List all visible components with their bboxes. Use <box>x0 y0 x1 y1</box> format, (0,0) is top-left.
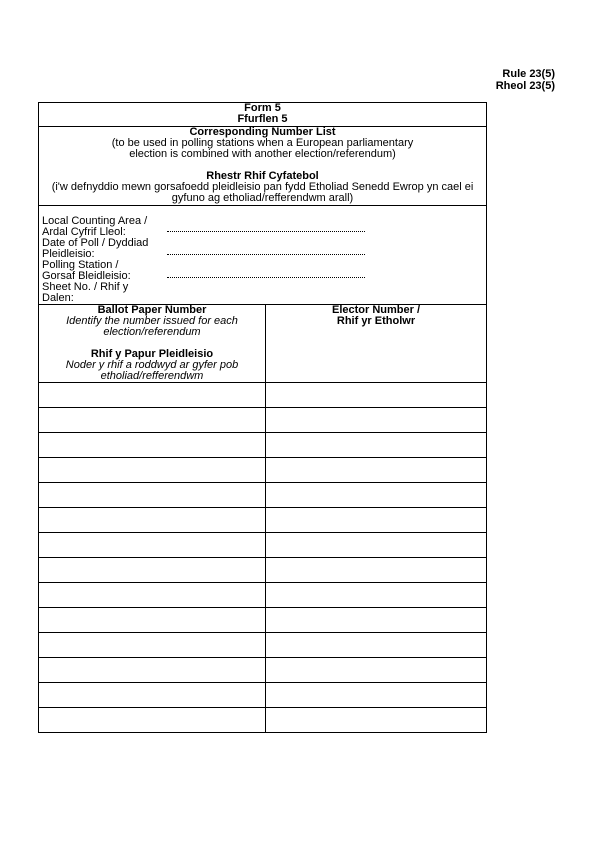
table-row <box>39 508 486 533</box>
table-row <box>39 608 486 633</box>
table-row <box>39 683 486 708</box>
table-row <box>39 433 486 458</box>
table-row <box>39 558 486 583</box>
ballot-cell[interactable] <box>39 383 266 407</box>
ballot-note-en-2: election/referendum <box>103 326 201 338</box>
table-row <box>39 383 486 408</box>
table-row <box>39 658 486 683</box>
elector-cell[interactable] <box>266 408 486 432</box>
elector-cy: Rhif yr Etholwr <box>336 315 416 327</box>
table-row <box>39 483 486 508</box>
elector-column-header <box>266 305 486 382</box>
desc-cy-1: (i'w defnyddio mewn gorsafoedd pleidleisio pan fydd Etholiad Senedd Ewrop yn cael ei <box>51 181 474 193</box>
elector-cell[interactable] <box>266 658 486 682</box>
ballot-cell[interactable] <box>39 608 266 632</box>
form-title-cy: Ffurflen 5 <box>237 113 288 125</box>
field-label: Date of Poll / Dyddiad <box>42 237 149 249</box>
desc-en-2: election is combined with another election/referendum) <box>129 148 396 160</box>
desc-en-1: (to be used in polling stations when a European parliamentary <box>111 137 414 149</box>
desc-cy-2: gyfuno ag etholiad/refferendwm arall) <box>171 192 354 204</box>
rule-cy: Rheol 23(5) <box>495 80 555 92</box>
table-row <box>39 458 486 483</box>
ballot-cell[interactable] <box>39 458 266 482</box>
ballot-cell[interactable] <box>39 433 266 457</box>
ballot-cell[interactable] <box>39 658 266 682</box>
field-label: Dalen: <box>42 292 74 304</box>
table-row <box>39 583 486 608</box>
table-body <box>39 383 486 732</box>
ballot-en: Ballot Paper Number <box>97 304 207 316</box>
form-5 <box>38 102 487 733</box>
elector-cell[interactable] <box>266 533 486 557</box>
heading-en: Corresponding Number List <box>189 126 336 138</box>
ballot-column-header <box>39 305 266 382</box>
ballot-cell[interactable] <box>39 583 266 607</box>
table-row <box>39 408 486 433</box>
elector-cell[interactable] <box>266 458 486 482</box>
ballot-cell[interactable] <box>39 508 266 532</box>
elector-cell[interactable] <box>266 383 486 407</box>
ballot-cell[interactable] <box>39 708 266 732</box>
form-fields <box>39 206 486 305</box>
field-label: Polling Station / <box>42 259 119 271</box>
table-header <box>39 305 486 383</box>
table-row <box>39 708 486 732</box>
elector-cell[interactable] <box>266 683 486 707</box>
elector-en: Elector Number / <box>331 304 421 316</box>
heading-cy: Rhestr Rhif Cyfatebol <box>206 170 319 182</box>
table-row <box>39 533 486 558</box>
elector-cell[interactable] <box>266 508 486 532</box>
ballot-note-cy-2: etholiad/refferendwm <box>100 370 204 382</box>
date-of-poll-input[interactable] <box>167 254 365 255</box>
ballot-cell[interactable] <box>39 633 266 657</box>
field-label: Local Counting Area / <box>42 215 148 227</box>
ballot-cy: Rhif y Papur Pleidleisio <box>90 348 214 360</box>
form-intro <box>39 127 486 206</box>
field-label: Gorsaf Bleidleisio: <box>42 270 131 282</box>
rule-en: Rule 23(5) <box>502 68 555 80</box>
ballot-cell[interactable] <box>39 533 266 557</box>
field-label: Sheet No. / Rhif y <box>42 281 129 293</box>
elector-cell[interactable] <box>266 708 486 732</box>
elector-cell[interactable] <box>266 583 486 607</box>
counting-area-input[interactable] <box>167 231 365 232</box>
form-title-en: Form 5 <box>244 102 281 114</box>
elector-cell[interactable] <box>266 433 486 457</box>
ballot-note-cy-1: Noder y rhif a roddwyd ar gyfer pob <box>65 359 239 371</box>
ballot-cell[interactable] <box>39 483 266 507</box>
field-label: Pleidleisio: <box>42 248 95 260</box>
elector-cell[interactable] <box>266 558 486 582</box>
field-label: Ardal Cyfrif Lleol: <box>42 226 126 238</box>
ballot-cell[interactable] <box>39 558 266 582</box>
ballot-note-en-1: Identify the number issued for each <box>66 315 238 327</box>
table-row <box>39 633 486 658</box>
elector-cell[interactable] <box>266 608 486 632</box>
ballot-cell[interactable] <box>39 683 266 707</box>
form-title <box>39 103 486 127</box>
elector-cell[interactable] <box>266 483 486 507</box>
ballot-cell[interactable] <box>39 408 266 432</box>
elector-cell[interactable] <box>266 633 486 657</box>
polling-station-input[interactable] <box>167 277 365 278</box>
rule-reference <box>496 68 555 92</box>
